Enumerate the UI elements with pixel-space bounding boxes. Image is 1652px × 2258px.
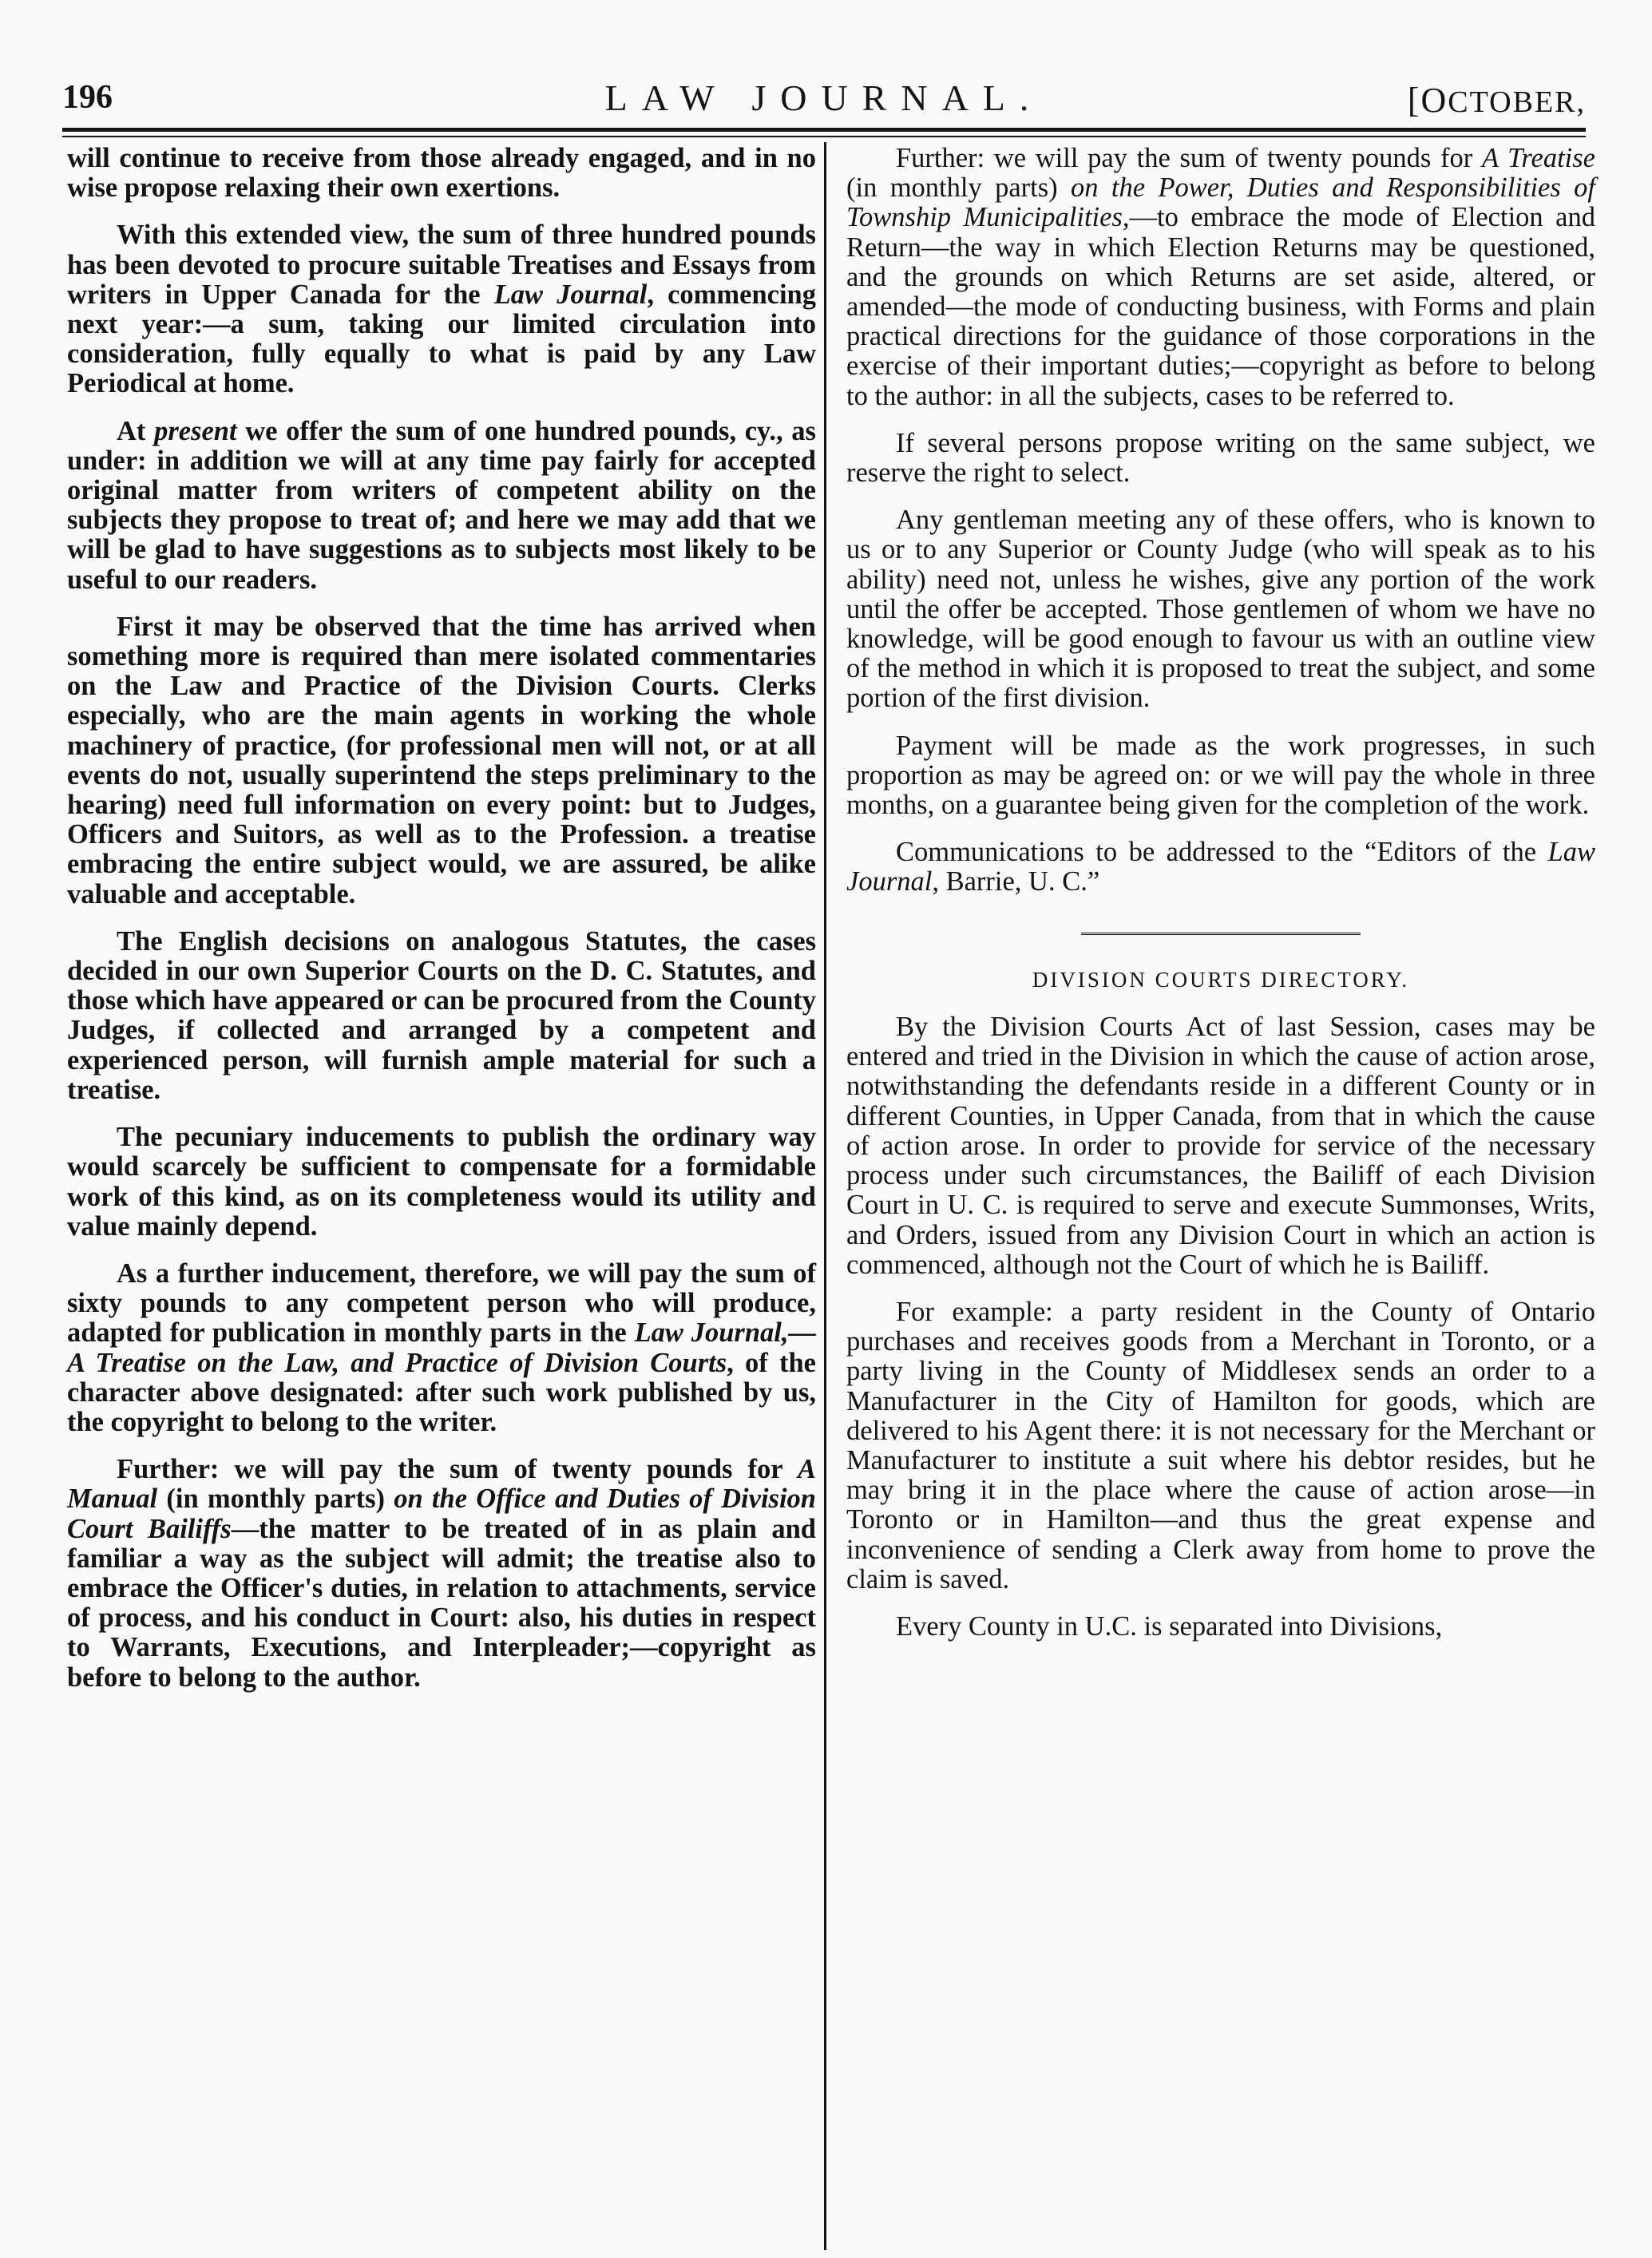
month-label — [1408, 80, 1586, 121]
text-run: Communications to be addressed to the “Editors of the — [896, 837, 1548, 868]
right-paragraph-2: If several persons propose writing on the same subject, we reserve the right to select. — [846, 427, 1595, 489]
left-paragraph-1: will continue to receive from those already engaged, and in no wise propose relaxing their own exertions. — [67, 143, 816, 204]
running-title: LAW JOURNAL. — [604, 77, 1044, 118]
right-paragraph-7: For example: a party resident in the County of Ontario purchases and receives goods from a Merchant in Toronto, or a party living in the County of Middlesex sends an order to a Manufacturer in the City of Hamilton for goods, which are delivered to his Agent there: it is not necessary for the Merchant or Manufacturer to institute a suit where his debtor resides, but he may bring it in the place where the cause of action arose—in Toronto or in Hamilton—and thus the great expense and inconvenience of sending a Clerk away from home to prove the claim is saved. — [846, 1296, 1595, 1594]
left-paragraph-2 — [67, 220, 816, 398]
italic-run: on the Office and Duties of Division Court Bailiffs — [67, 1484, 816, 1544]
text-run: we offer the sum of one hundred pounds, cy., as under: in addition we will at any time pay fairly for accepted original matter from writers of competent ability on the subjects they propose to treat of; and here we may add that we will be glad to have suggestions as to subjects most likely to be useful to our readers. — [67, 415, 816, 595]
left-column — [67, 144, 816, 1710]
section-divider-ornament — [846, 918, 1595, 948]
text-run: With this extended view, the sum of three hundred pounds has been devoted to procure suitable Treatises and Essays from writers in Upper Canada for the — [67, 220, 816, 310]
page-header — [62, 78, 1586, 126]
text-run: Further: we will pay the sum of twenty pounds for — [117, 1454, 798, 1485]
italic-run: Law Journal,—A Treatise on the Law, and Practice of Division Courts — [67, 1317, 816, 1378]
header-rule-thick — [62, 128, 1586, 132]
section-heading: DIVISION COURTS DIRECTORY. — [1032, 967, 1410, 992]
left-paragraph-3 — [67, 417, 816, 595]
month-prefix: [O — [1407, 81, 1448, 120]
left-paragraph-7 — [67, 1259, 816, 1437]
text-run: At — [117, 415, 155, 446]
left-paragraph-6: The pecuniary inducements to publish the ordinary way would scarcely be sufficient to compensate for a formidable work of this kind, as on its completeness would its utility and value mainly depend. — [67, 1122, 816, 1242]
italic-run: on the Power, Duties and Responsibilities of Township Municipalities — [846, 172, 1595, 233]
right-paragraph-4: Payment will be made as the work progresses, in such proportion as may be agreed on: or we will pay the whole in three months, on a guarantee being given for the completion of the work. — [846, 730, 1595, 821]
right-paragraph-5 — [846, 838, 1595, 897]
right-paragraph-8: Every County in U.C. is separated into Divisions, — [896, 1610, 1443, 1642]
text-run: —the matter to be treated of in as plain and familiar a way as the subject will admit; the treatise also to embrace the Officer's duties, in relation to attachments, service of process, and his conduct in Court: also, his duties in respect to Warrants, Executions, and Interpleader;—copyright as before to belong to the author. — [67, 1513, 816, 1693]
text-run: (in monthly parts) — [846, 172, 1072, 204]
right-paragraph-1 — [846, 144, 1595, 411]
italic-run: present — [154, 415, 237, 446]
left-paragraph-5: The English decisions on analogous Statutes, the cases decided in our own Superior Courts on the D. C. Statutes, and those which have appeared or can be procured from the County Judges, if collected and arranged by a competent and experienced person, will furnish ample material for such a treatise. — [67, 925, 816, 1105]
month-rest: CTOBER, — [1448, 85, 1586, 119]
left-paragraph-4: First it may be observed that the time has arrived when something more is required than mere isolated commentaries on the Law and Practice of the Division Courts. Clerks especially, who are the main agents in working the whole machinery of practice, (for professional men will not, or at all events do not, usually superintend the steps preliminary to the hearing) need full information on every point: but to Judges, Officers and Suitors, as well as to the Profession. a treatise embracing the entire subject would, we are assured, be alike valuable and acceptable. — [67, 611, 816, 909]
italic-run: Law Journal — [846, 837, 1595, 897]
text-run: (in monthly parts) — [157, 1484, 394, 1515]
text-run: , commencing next year:—a sum, taking our limited circulation into consideration, fully equally to what is paid by any Law Periodical at home. — [67, 279, 816, 399]
italic-run: A Manual — [67, 1454, 816, 1515]
right-paragraph-6: By the Division Courts Act of last Session, cases may be entered and tried in the Division in which the cause of action arose, notwithstanding the defendants reside in a different County or in different Counties, in Upper Canada, from that in which the cause of action arose. In order to provide for service of the necessary process under such circumstances, the Bailiff of each Division Court in U. C. is required to serve and execute Summonses, Writs, and Orders, issued from any Division Court in which an action is commenced, although not the Court of which he is Bailiff. — [846, 1012, 1595, 1280]
column-divider — [824, 142, 826, 2250]
text-run: , Barrie, U. C.” — [932, 866, 1100, 897]
text-run: ,—to embrace the mode of Election and Return—the way in which Election Returns may be questioned, and the grounds on which Returns are set aside, altered, or amended—the mode of conducting business, with Forms and plain practical directions for the guidance of those corporations in the exercise of their important duties;—copyright as before to belong to the author: in all the subjects, cases to be referred to. — [846, 202, 1595, 411]
italic-run: Law Journal — [493, 279, 648, 310]
right-paragraph-3: Any gentleman meeting any of these offers, who is known to us or to any Superior or County Judge (who will speak as to his ability) need not, unless he wishes, give any portion of the work until the offer be accepted. Those gentlemen of whom we have no knowledge, will be good enough to favour us with an outline view of the method in which it is proposed to treat the subject, and some portion of the first division. — [846, 505, 1595, 714]
header-rule-thin — [62, 136, 1586, 137]
text-run: Further: we will pay the sum of twenty pounds for — [896, 143, 1482, 173]
text-run: As a further inducement, therefore, we will pay the sum of sixty pounds to any competent person who will produce, adapted for publication in monthly parts in the — [67, 1258, 816, 1349]
right-column — [846, 144, 1595, 1659]
left-paragraph-8 — [67, 1455, 816, 1693]
italic-run: A Treatise — [1481, 143, 1595, 173]
text-run: , of the character above designated: after such work published by us, the copyright to belong to the writer. — [67, 1347, 816, 1437]
page-number: 196 — [62, 79, 113, 116]
